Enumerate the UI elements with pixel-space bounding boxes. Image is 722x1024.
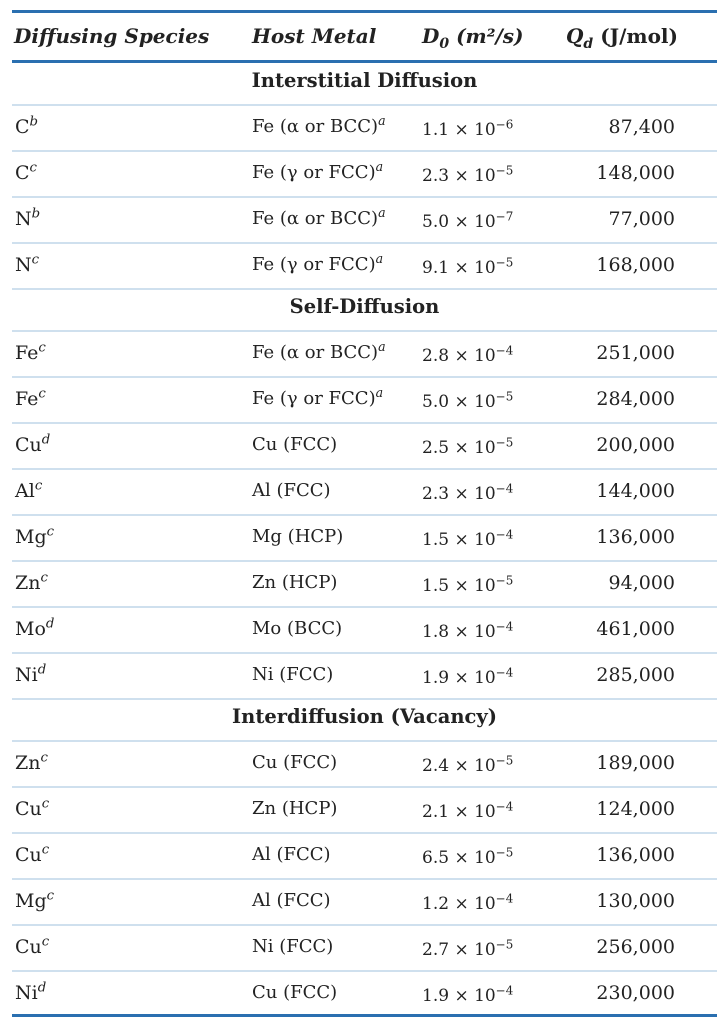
qd-cell: 284,000 xyxy=(596,388,675,410)
host-metal-name: Fe (α or BCC) xyxy=(252,116,379,137)
species-name: Cu xyxy=(15,936,42,958)
qd-cell: 144,000 xyxy=(596,480,675,502)
host-metal-cell xyxy=(252,205,386,229)
d0-coefficient: 1.5 × 10 xyxy=(422,576,496,596)
section-title: Self-Diffusion xyxy=(289,295,440,318)
host-metal-cell xyxy=(252,526,343,547)
row-rule xyxy=(12,560,717,562)
header-qd-subscript: d xyxy=(583,36,594,52)
host-metal-cell xyxy=(252,798,337,819)
d0-exponent: −4 xyxy=(495,343,514,358)
qd-cell: 189,000 xyxy=(596,752,675,774)
species-cell xyxy=(15,162,37,184)
header-qd xyxy=(566,24,678,52)
qd-cell: 461,000 xyxy=(596,618,675,640)
host-metal-cell xyxy=(252,113,386,137)
d0-cell xyxy=(422,163,514,186)
species-name: Zn xyxy=(15,752,41,774)
species-footnote: c xyxy=(31,252,40,268)
species-cell xyxy=(15,526,54,548)
species-footnote: c xyxy=(46,524,55,540)
section-rule xyxy=(12,740,717,742)
host-footnote: a xyxy=(375,159,384,174)
host-footnote: a xyxy=(378,113,386,128)
host-metal-cell xyxy=(252,572,337,593)
species-footnote: c xyxy=(29,160,37,176)
host-metal-cell xyxy=(252,982,337,1003)
host-metal-cell xyxy=(252,251,384,275)
species-footnote: c xyxy=(41,842,50,858)
species-cell xyxy=(15,208,40,230)
header-d0 xyxy=(422,24,523,52)
row-rule xyxy=(12,924,717,926)
d0-exponent: −5 xyxy=(495,753,514,768)
host-metal-name: Cu (FCC) xyxy=(252,752,338,773)
d0-cell xyxy=(422,389,514,412)
species-cell xyxy=(15,890,54,912)
d0-coefficient: 1.5 × 10 xyxy=(422,530,496,550)
species-name: Ni xyxy=(15,982,38,1004)
row-rule xyxy=(12,196,717,198)
host-metal-cell xyxy=(252,339,386,363)
species-name: Mg xyxy=(15,526,47,548)
species-footnote: c xyxy=(34,478,43,494)
d0-coefficient: 1.9 × 10 xyxy=(422,986,496,1006)
species-name: N xyxy=(15,254,32,276)
d0-cell xyxy=(422,665,514,688)
d0-exponent: −4 xyxy=(495,799,514,814)
d0-coefficient: 1.2 × 10 xyxy=(422,894,496,914)
species-footnote: c xyxy=(38,340,46,356)
row-rule xyxy=(12,376,717,378)
bottom-rule xyxy=(12,1014,717,1017)
d0-exponent: −6 xyxy=(495,117,514,132)
d0-cell xyxy=(422,481,514,504)
species-name: N xyxy=(15,208,32,230)
d0-cell xyxy=(422,983,514,1006)
species-cell xyxy=(15,798,49,820)
d0-cell xyxy=(422,343,514,366)
d0-cell xyxy=(422,845,514,868)
d0-exponent: −5 xyxy=(495,845,514,860)
d0-coefficient: 2.3 × 10 xyxy=(422,166,496,186)
qd-cell: 124,000 xyxy=(596,798,675,820)
d0-exponent: −5 xyxy=(495,389,514,404)
section-rule xyxy=(12,330,717,332)
host-metal-name: Mg (HCP) xyxy=(252,526,344,547)
host-metal-name: Zn (HCP) xyxy=(252,572,338,593)
qd-cell: 136,000 xyxy=(596,844,675,866)
d0-cell xyxy=(422,573,514,596)
row-rule xyxy=(12,970,717,972)
d0-cell xyxy=(422,117,514,140)
host-metal-name: Fe (γ or FCC) xyxy=(252,388,376,409)
d0-exponent: −5 xyxy=(495,163,514,178)
d0-exponent: −4 xyxy=(495,527,514,542)
species-footnote: d xyxy=(41,432,51,448)
qd-cell: 77,000 xyxy=(608,208,675,230)
species-name: Zn xyxy=(15,572,41,594)
species-cell xyxy=(15,572,48,594)
species-name: Ni xyxy=(15,664,38,686)
row-rule xyxy=(12,422,717,424)
species-cell xyxy=(15,480,42,502)
d0-cell xyxy=(422,209,514,232)
host-metal-name: Ni (FCC) xyxy=(252,664,334,685)
species-cell xyxy=(15,752,48,774)
d0-exponent: −4 xyxy=(495,983,514,998)
species-name: C xyxy=(15,116,30,138)
row-rule xyxy=(12,832,717,834)
qd-cell: 130,000 xyxy=(596,890,675,912)
qd-cell: 230,000 xyxy=(596,982,675,1004)
d0-exponent: −5 xyxy=(495,255,514,270)
species-cell xyxy=(15,434,50,456)
species-name: Mo xyxy=(15,618,46,640)
row-rule xyxy=(12,698,717,700)
header-qd-symbol: Q xyxy=(566,24,584,48)
d0-exponent: −5 xyxy=(495,573,514,588)
d0-cell xyxy=(422,255,514,278)
header-qd-unit: (J/mol) xyxy=(600,24,678,48)
species-name: Al xyxy=(15,480,35,502)
host-metal-name: Al (FCC) xyxy=(252,844,331,865)
header-rule xyxy=(12,60,717,63)
species-name: Fe xyxy=(15,342,39,364)
host-footnote: a xyxy=(378,339,386,354)
host-metal-name: Cu (FCC) xyxy=(252,982,338,1003)
section-title: Interstitial Diffusion xyxy=(251,69,478,92)
host-metal-cell xyxy=(252,618,342,639)
qd-cell: 168,000 xyxy=(596,254,675,276)
host-metal-name: Zn (HCP) xyxy=(252,798,338,819)
host-metal-name: Ni (FCC) xyxy=(252,936,334,957)
d0-exponent: −7 xyxy=(495,209,514,224)
row-rule xyxy=(12,468,717,470)
qd-cell: 148,000 xyxy=(596,162,675,184)
species-footnote: b xyxy=(29,114,39,130)
species-footnote: c xyxy=(40,570,48,586)
host-footnote: a xyxy=(375,251,384,266)
species-footnote: c xyxy=(41,796,50,812)
row-rule xyxy=(12,878,717,880)
species-name: Fe xyxy=(15,388,39,410)
species-footnote: d xyxy=(37,662,47,678)
species-footnote: c xyxy=(46,888,55,904)
d0-exponent: −4 xyxy=(495,891,514,906)
species-cell xyxy=(15,982,46,1004)
d0-exponent: −5 xyxy=(495,937,514,952)
d0-coefficient: 1.8 × 10 xyxy=(422,622,496,642)
species-cell xyxy=(15,342,46,364)
host-metal-cell xyxy=(252,844,331,865)
d0-cell xyxy=(422,435,514,458)
host-metal-name: Fe (γ or FCC) xyxy=(252,162,376,183)
host-metal-cell xyxy=(252,664,333,685)
d0-cell xyxy=(422,527,514,550)
host-metal-name: Fe (γ or FCC) xyxy=(252,254,376,275)
d0-exponent: −4 xyxy=(495,481,514,496)
header-host-metal: Host Metal xyxy=(252,24,377,48)
d0-coefficient: 6.5 × 10 xyxy=(422,848,496,868)
species-footnote: c xyxy=(41,934,50,950)
species-name: Mg xyxy=(15,890,47,912)
row-rule xyxy=(12,786,717,788)
d0-coefficient: 2.3 × 10 xyxy=(422,484,496,504)
host-metal-name: Mo (BCC) xyxy=(252,618,343,639)
species-cell xyxy=(15,388,46,410)
row-rule xyxy=(12,150,717,152)
d0-exponent: −4 xyxy=(495,665,514,680)
row-rule xyxy=(12,288,717,290)
row-rule xyxy=(12,242,717,244)
species-cell xyxy=(15,936,49,958)
host-metal-cell xyxy=(252,159,384,183)
d0-coefficient: 2.8 × 10 xyxy=(422,346,496,366)
host-metal-cell xyxy=(252,890,331,911)
host-metal-cell xyxy=(252,385,384,409)
d0-cell xyxy=(422,753,514,776)
host-footnote: a xyxy=(375,385,384,400)
species-name: Cu xyxy=(15,434,42,456)
d0-coefficient: 5.0 × 10 xyxy=(422,392,496,412)
species-footnote: b xyxy=(31,206,41,222)
species-cell xyxy=(15,844,49,866)
species-cell xyxy=(15,618,54,640)
species-cell xyxy=(15,116,38,138)
host-metal-cell xyxy=(252,434,337,455)
qd-cell: 200,000 xyxy=(596,434,675,456)
d0-coefficient: 1.9 × 10 xyxy=(422,668,496,688)
qd-cell: 136,000 xyxy=(596,526,675,548)
header-d0-subscript: 0 xyxy=(439,36,450,52)
host-metal-cell xyxy=(252,752,337,773)
d0-cell xyxy=(422,891,514,914)
section-rule xyxy=(12,104,717,106)
species-footnote: d xyxy=(45,616,55,632)
qd-cell: 285,000 xyxy=(596,664,675,686)
d0-coefficient: 5.0 × 10 xyxy=(422,212,496,232)
host-metal-cell xyxy=(252,480,331,501)
row-rule xyxy=(12,514,717,516)
d0-coefficient: 9.1 × 10 xyxy=(422,258,496,278)
species-footnote: c xyxy=(38,386,46,402)
species-footnote: d xyxy=(37,980,47,996)
species-cell xyxy=(15,254,39,276)
d0-coefficient: 2.4 × 10 xyxy=(422,756,496,776)
row-rule xyxy=(12,652,717,654)
species-name: C xyxy=(15,162,30,184)
section-title: Interdiffusion (Vacancy) xyxy=(232,705,497,728)
row-rule xyxy=(12,606,717,608)
header-d0-unit: (m²/s) xyxy=(456,24,524,48)
host-metal-name: Cu (FCC) xyxy=(252,434,338,455)
host-footnote: a xyxy=(378,205,386,220)
d0-coefficient: 2.5 × 10 xyxy=(422,438,496,458)
d0-coefficient: 2.1 × 10 xyxy=(422,802,496,822)
d0-cell xyxy=(422,619,514,642)
header-d0-symbol: D xyxy=(422,24,440,48)
d0-coefficient: 2.7 × 10 xyxy=(422,940,496,960)
host-metal-cell xyxy=(252,936,333,957)
d0-exponent: −4 xyxy=(495,619,514,634)
d0-exponent: −5 xyxy=(495,435,514,450)
d0-coefficient: 1.1 × 10 xyxy=(422,120,496,140)
host-metal-name: Al (FCC) xyxy=(252,890,331,911)
species-footnote: c xyxy=(40,750,48,766)
d0-cell xyxy=(422,799,514,822)
qd-cell: 94,000 xyxy=(608,572,675,594)
top-rule xyxy=(12,10,717,13)
host-metal-name: Al (FCC) xyxy=(252,480,331,501)
qd-cell: 256,000 xyxy=(596,936,675,958)
species-cell xyxy=(15,664,46,686)
host-metal-name: Fe (α or BCC) xyxy=(252,342,379,363)
host-metal-name: Fe (α or BCC) xyxy=(252,208,379,229)
species-name: Cu xyxy=(15,844,42,866)
qd-cell: 87,400 xyxy=(608,116,675,138)
species-name: Cu xyxy=(15,798,42,820)
d0-cell xyxy=(422,937,514,960)
qd-cell: 251,000 xyxy=(596,342,675,364)
header-diffusing-species: Diffusing Species xyxy=(14,24,210,48)
